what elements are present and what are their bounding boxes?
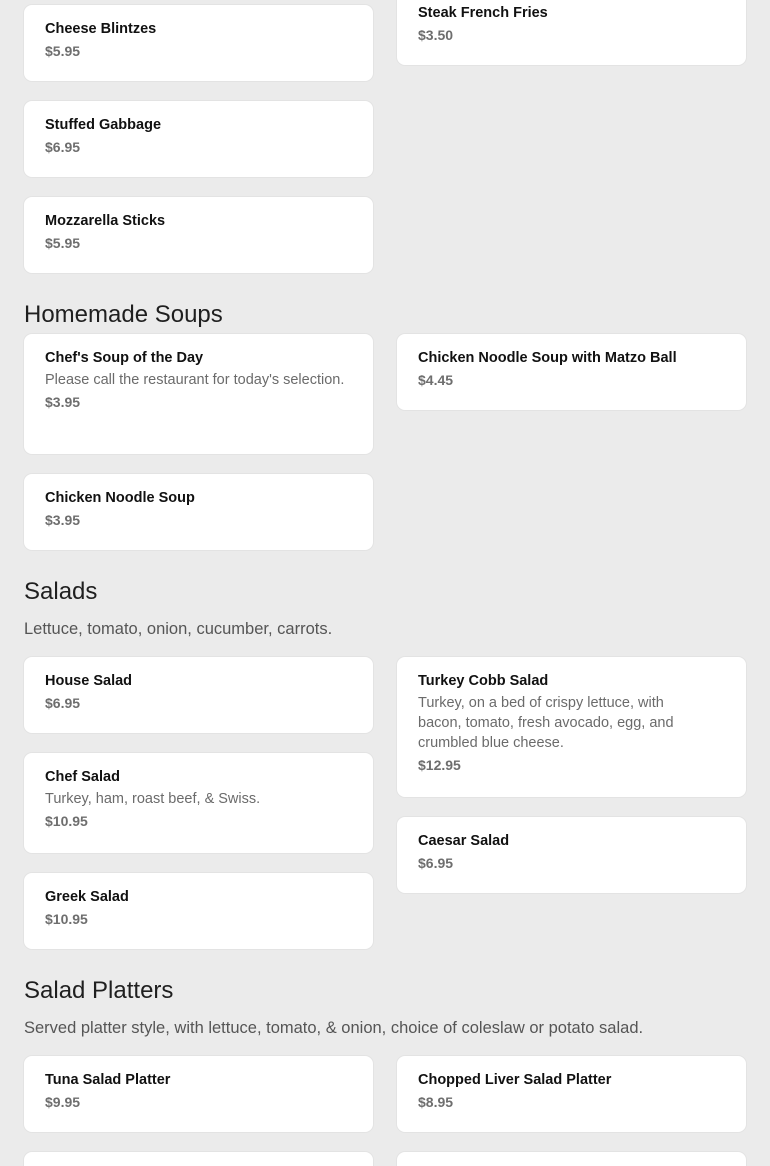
menu-item-card[interactable] <box>24 657 373 733</box>
item-name: Chef's Soup of the Day <box>45 350 204 366</box>
item-name: Caesar Salad <box>418 833 510 849</box>
menu-item-card[interactable] <box>24 873 373 949</box>
item-price: $5.95 <box>45 235 81 251</box>
menu-item-card[interactable] <box>24 474 373 550</box>
item-price: $6.95 <box>45 139 81 155</box>
item-price: $9.95 <box>45 1094 81 1110</box>
menu-item-card[interactable] <box>397 1056 746 1132</box>
menu-item-card[interactable] <box>24 1152 373 1166</box>
item-name: Cheese Blintzes <box>45 21 157 37</box>
item-price: $3.95 <box>45 394 81 410</box>
item-name: House Salad <box>45 673 133 689</box>
menu-item-card[interactable] <box>397 0 746 65</box>
menu-item-card[interactable] <box>397 334 746 410</box>
section-title-platters: Salad Platters <box>24 977 174 1004</box>
item-price: $6.95 <box>45 695 81 711</box>
item-name: Chef Salad <box>45 769 120 785</box>
item-price: $12.95 <box>418 757 461 773</box>
menu-item-card[interactable] <box>24 197 373 273</box>
item-price: $4.45 <box>418 372 454 388</box>
menu-item-card[interactable] <box>24 753 373 853</box>
section-title-soups: Homemade Soups <box>24 301 223 328</box>
section-description: Lettuce, tomato, onion, cucumber, carrots. <box>24 620 333 638</box>
item-name: Tuna Salad Platter <box>45 1072 171 1088</box>
item-price: $3.50 <box>418 27 454 43</box>
section-title-salads: Salads <box>24 578 98 605</box>
menu-item-card[interactable] <box>24 334 373 454</box>
menu-item-card[interactable] <box>24 1056 373 1132</box>
menu-item-card[interactable] <box>24 5 373 81</box>
menu-item-card[interactable] <box>397 1152 746 1166</box>
item-description: Turkey, on a bed of crispy lettuce, with bacon, tomato, fresh avocado, egg, and crumbled blue cheese. <box>418 695 674 751</box>
item-price: $6.95 <box>418 855 454 871</box>
menu-item-card[interactable] <box>397 817 746 893</box>
item-price: $3.95 <box>45 512 81 528</box>
item-price: $8.95 <box>418 1094 454 1110</box>
item-name: Mozzarella Sticks <box>45 213 166 229</box>
item-name: Chicken Noodle Soup <box>45 490 195 506</box>
menu-item-card[interactable] <box>397 657 746 797</box>
item-name: Steak French Fries <box>418 5 548 21</box>
item-description: Turkey, ham, roast beef, & Swiss. <box>45 791 261 807</box>
item-description: Please call the restaurant for today's selection. <box>45 372 345 388</box>
menu-item-card[interactable] <box>24 101 373 177</box>
item-name: Greek Salad <box>45 889 129 905</box>
item-price: $10.95 <box>45 911 88 927</box>
section-description: Served platter style, with lettuce, tomato, & onion, choice of coleslaw or potato salad. <box>24 1019 644 1037</box>
item-name: Chicken Noodle Soup with Matzo Ball <box>418 350 677 366</box>
item-name: Turkey Cobb Salad <box>418 673 549 689</box>
item-price: $10.95 <box>45 813 88 829</box>
item-price: $5.95 <box>45 43 81 59</box>
item-name: Stuffed Gabbage <box>45 117 162 133</box>
item-name: Chopped Liver Salad Platter <box>418 1072 612 1088</box>
